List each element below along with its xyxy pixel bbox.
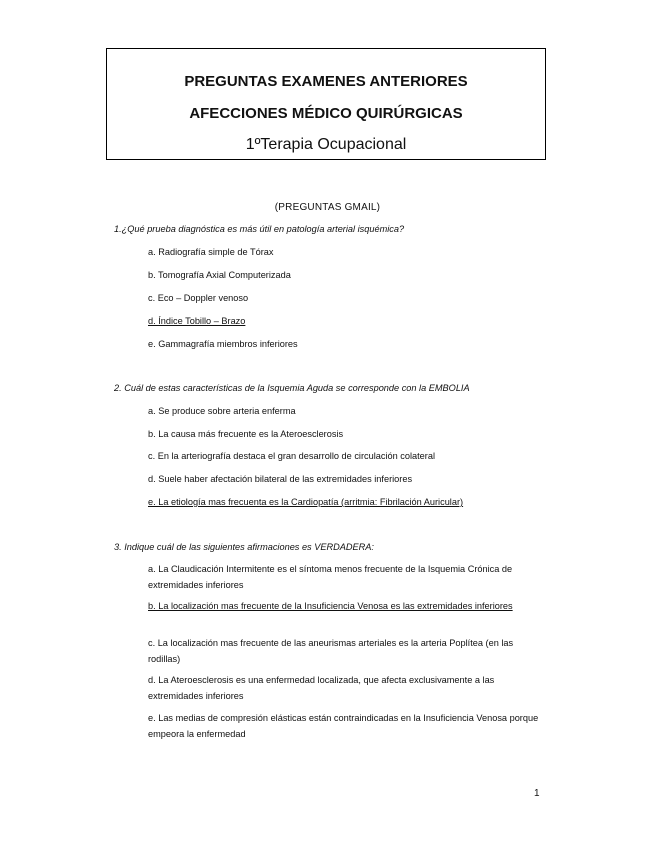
course-title: 1ºTerapia Ocupacional — [245, 136, 407, 153]
question-1: 1.¿Qué prueba diagnóstica es más útil en patología arterial isquémica? — [114, 224, 405, 234]
q1-option-c: c. Eco – Doppler venoso — [148, 293, 249, 303]
q3-option-d: d. La Ateroesclerosis es una enfermedad localizada, que afecta exclusivamente a las extremidades inferiores — [148, 675, 495, 701]
q3-option-e: e. Las medias de compresión elásticas están contraindicadas en la Insuficiencia Venosa porque empeora la enfermedad — [148, 713, 539, 739]
q2-option-c: c. En la arteriografía destaca el gran desarrollo de circulación colateral — [148, 451, 436, 461]
q3-option-c: c. La localización mas frecuente de las aneurismas arteriales es la arteria Poplítea (en las rodillas) — [148, 638, 514, 664]
q1-option-b: b. Tomografía Axial Computerizada — [148, 270, 291, 280]
q1-option-d-correct: d. Índice Tobillo – Brazo — [148, 316, 246, 326]
q3-option-a: a. La Claudicación Intermitente es el síntoma menos frecuente de la Isquemia Crónica de extremidades inferiores — [148, 564, 513, 590]
q2-option-d: d. Suele haber afectación bilateral de las extremidades inferiores — [148, 474, 413, 484]
q2-option-e-correct: e. La etiología mas frecuenta es la Cardiopatía (arritmia: Fibrilación Auricular) — [148, 497, 464, 507]
q2-option-b: b. La causa más frecuente es la Ateroesclerosis — [148, 429, 344, 439]
document-title: PREGUNTAS EXAMENES ANTERIORES — [184, 73, 468, 90]
q3-option-b-correct: b. La localización mas frecuente de la Insuficiencia Venosa es las extremidades inferiores — [148, 601, 513, 611]
page-number: 1 — [534, 788, 540, 799]
q1-option-e: e. Gammagrafía miembros inferiores — [148, 339, 298, 349]
question-3: 3. Indique cuál de las siguientes afirmaciones es VERDADERA: — [114, 542, 374, 552]
question-2: 2. Cuál de estas características de la Isquemia Aguda se corresponde con la EMBOLIA — [114, 383, 470, 393]
q2-option-a: a. Se produce sobre arteria enferma — [148, 406, 296, 416]
subject-title: AFECCIONES MÉDICO QUIRÚRGICAS — [189, 105, 463, 122]
title-box — [106, 48, 546, 160]
q1-option-a: a. Radiografía simple de Tórax — [148, 247, 274, 257]
section-subtitle: (PREGUNTAS GMAIL) — [274, 202, 381, 213]
